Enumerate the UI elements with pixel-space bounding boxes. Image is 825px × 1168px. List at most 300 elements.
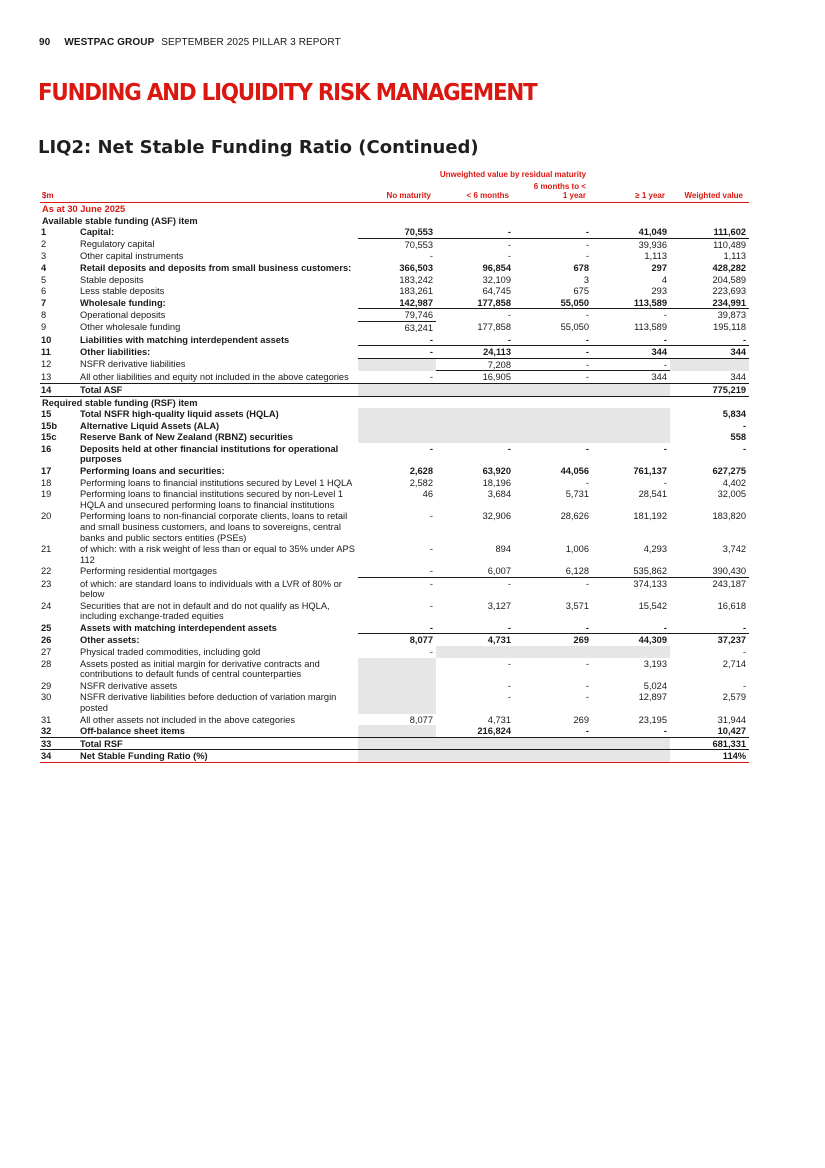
rsf-heading-row (40, 396, 749, 408)
row-number: 15b (41, 420, 58, 431)
row-label: Performing loans and securities: (80, 466, 225, 477)
cell-ge1y: - (663, 310, 667, 321)
row-label: Reserve Bank of New Zealand (RBNZ) securities (80, 432, 293, 443)
row-number: 11 (41, 346, 51, 357)
table-row (40, 262, 749, 274)
cell-6m-1y (514, 383, 592, 396)
cell-ge1y: 28,541 (638, 489, 667, 500)
table-row (40, 634, 749, 646)
row-label: Total ASF (78, 383, 358, 396)
cell-weighted: - (670, 334, 749, 346)
row-number: 25 (41, 622, 52, 633)
cell-no-maturity (358, 750, 436, 763)
cell-6m-1y: - (514, 226, 592, 238)
cell-no-maturity: - (429, 579, 433, 589)
col-header-label: $m (42, 191, 54, 200)
row-number: 28 (41, 658, 52, 669)
cell-lt6m: 32,109 (482, 274, 511, 285)
cell-lt6m: 3,127 (487, 600, 511, 611)
row-label: Other wholesale funding (80, 322, 181, 333)
cell-no-maturity: 70,553 (358, 226, 436, 238)
cell-ge1y: - (592, 358, 670, 371)
cell-weighted: 2,579 (722, 692, 747, 703)
cell-weighted: 111,602 (670, 226, 749, 238)
cell-lt6m (436, 431, 514, 443)
cell-no-maturity: - (429, 443, 433, 454)
row-label: of which: are standard loans to individuals with a LVR of 80% or below (80, 578, 342, 600)
row-label: Capital: (80, 227, 115, 238)
row-number: 26 (41, 634, 52, 645)
table-row (40, 431, 749, 443)
cell-lt6m: - (507, 680, 511, 691)
row-label: Stable deposits (80, 274, 144, 285)
cell-no-maturity (358, 691, 436, 713)
cell-ge1y (592, 383, 670, 396)
cell-weighted: 4,402 (722, 477, 747, 488)
cell-6m-1y: 3,571 (565, 600, 589, 611)
cell-ge1y: - (663, 726, 667, 737)
cell-ge1y: 4 (661, 274, 667, 285)
table-row (40, 578, 749, 600)
table-row (40, 383, 749, 396)
cell-ge1y (592, 431, 670, 443)
cell-lt6m: 7,208 (436, 358, 514, 371)
cell-lt6m: - (507, 251, 511, 262)
cell-weighted: 195,118 (713, 322, 747, 333)
cell-no-maturity: - (429, 251, 433, 262)
cell-6m-1y: - (514, 334, 592, 346)
cell-weighted: 344 (730, 371, 747, 382)
row-number: 5 (41, 274, 47, 285)
cell-ge1y: 1,113 (644, 251, 667, 262)
cell-lt6m: 894 (495, 544, 511, 555)
row-number: 12 (41, 359, 52, 370)
cell-no-maturity: 2,582 (409, 477, 433, 488)
cell-ge1y: 297 (651, 262, 667, 273)
cell-6m-1y (514, 408, 592, 420)
cell-6m-1y: 269 (573, 714, 589, 725)
cell-lt6m: 177,858 (477, 322, 511, 333)
table-row (40, 226, 749, 238)
table-row (40, 725, 749, 737)
table-row (40, 443, 749, 465)
row-label: Alternative Liquid Assets (ALA) (80, 420, 220, 431)
cell-lt6m: - (436, 226, 514, 238)
cell-ge1y: 293 (651, 286, 667, 297)
cell-6m-1y (514, 420, 592, 432)
cell-6m-1y: - (585, 692, 589, 703)
table-row (40, 488, 749, 510)
row-number: 6 (41, 286, 47, 297)
row-number: 32 (41, 726, 52, 737)
row-number: 22 (41, 566, 52, 577)
cell-weighted: 627,275 (712, 466, 747, 477)
cell-no-maturity: - (358, 565, 436, 577)
cell-lt6m: 16,905 (482, 372, 511, 383)
row-label: All other assets not included in the above categories (80, 714, 295, 725)
cell-lt6m: - (507, 239, 511, 250)
row-number: 27 (41, 647, 52, 658)
row-label: Deposits held at other financial institutions for operational purposes (80, 443, 339, 465)
cell-lt6m: 96,854 (482, 262, 511, 273)
cell-no-maturity (358, 408, 436, 420)
row-number: 31 (41, 714, 52, 725)
cell-no-maturity: 63,241 (404, 322, 433, 333)
cell-lt6m: 32,906 (482, 511, 511, 522)
cell-ge1y (592, 737, 670, 750)
cell-6m-1y: 5,731 (565, 489, 589, 500)
table-body (40, 203, 749, 763)
cell-6m-1y: - (514, 346, 592, 359)
cell-6m-1y: - (585, 579, 589, 589)
cell-weighted (670, 358, 749, 371)
row-number: 3 (41, 251, 47, 262)
table-row (40, 250, 749, 262)
cell-lt6m: 3,684 (487, 489, 511, 500)
cell-no-maturity: - (429, 544, 433, 555)
table-row (40, 321, 749, 333)
cell-no-maturity: - (429, 647, 433, 658)
row-label: Regulatory capital (80, 239, 155, 250)
cell-no-maturity (358, 383, 436, 396)
cell-weighted: - (742, 420, 747, 431)
cell-6m-1y: - (585, 251, 589, 262)
cell-lt6m: 6,007 (436, 565, 514, 577)
table-row (40, 371, 749, 384)
cell-weighted: 31,944 (717, 714, 747, 725)
cell-6m-1y: 675 (573, 286, 589, 297)
cell-weighted: 681,331 (670, 737, 749, 750)
cell-no-maturity: 8,077 (409, 635, 433, 646)
cell-ge1y: 3,193 (643, 658, 667, 669)
cell-no-maturity: - (358, 622, 436, 634)
cell-6m-1y: - (514, 622, 592, 634)
cell-ge1y: 23,195 (638, 714, 667, 725)
row-label: Total NSFR high-quality liquid assets (HQLA) (80, 409, 279, 420)
cell-no-maturity: 183,261 (399, 286, 433, 297)
table-row (40, 543, 749, 565)
cell-ge1y: 15,542 (638, 600, 667, 611)
date-row (40, 203, 749, 215)
cell-lt6m: - (507, 692, 511, 703)
row-label: Operational deposits (80, 309, 166, 320)
section-title: FUNDING AND LIQUIDITY RISK MANAGEMENT (38, 80, 537, 106)
row-number: 21 (41, 544, 52, 555)
cell-6m-1y (514, 750, 592, 763)
row-label: Assets with matching interdependent assets (80, 622, 277, 633)
cell-weighted: 428,282 (712, 262, 747, 273)
cell-ge1y (592, 750, 670, 763)
cell-lt6m: 63,920 (482, 466, 511, 477)
row-label: NSFR derivative liabilities (80, 359, 186, 370)
row-label: All other liabilities and equity not included in the above categories (80, 371, 349, 382)
cell-no-maturity (358, 680, 436, 692)
table-row (40, 346, 749, 359)
row-number: 7 (41, 297, 47, 308)
cell-ge1y: - (663, 443, 667, 454)
row-label: Assets posted as initial margin for derivative contracts and contributions to default funds of central counterparties (80, 658, 320, 680)
row-label: NSFR derivative assets (80, 680, 178, 691)
cell-weighted: 5,834 (722, 409, 747, 420)
cell-lt6m: - (507, 310, 511, 321)
cell-ge1y: 535,862 (592, 565, 670, 577)
col-header-6m-1y-line2: 1 year (562, 191, 586, 200)
cell-no-maturity: 46 (422, 489, 433, 500)
row-label: Performing loans to financial institutions secured by non-Level 1 HQLA and unsecured performing loans to financial institutions (80, 489, 344, 510)
cell-no-maturity: 70,553 (404, 239, 433, 250)
page-number: 90 (39, 37, 51, 48)
cell-no-maturity (358, 431, 436, 443)
table-row (40, 565, 749, 577)
cell-weighted: 1,113 (723, 251, 747, 262)
cell-weighted: 110,489 (713, 239, 747, 250)
row-number: 29 (41, 680, 52, 691)
cell-weighted: - (742, 443, 747, 454)
cell-weighted: 16,618 (717, 600, 747, 611)
cell-no-maturity (358, 725, 436, 737)
cell-lt6m: - (507, 658, 511, 669)
cell-weighted: 39,873 (717, 310, 747, 321)
cell-ge1y: 113,589 (592, 297, 670, 309)
cell-no-maturity: - (358, 334, 436, 346)
col-header-ge1y: ≥ 1 year (635, 191, 665, 200)
cell-weighted: 223,693 (712, 286, 747, 297)
cell-ge1y (592, 420, 670, 432)
cell-weighted: 2,714 (722, 658, 747, 669)
cell-weighted: 558 (730, 432, 747, 443)
date-label: As at 30 June 2025 (42, 204, 126, 214)
row-label: of which: with a risk weight of less than or equal to 35% under APS 112 (80, 544, 355, 565)
table-row (40, 714, 749, 726)
cell-6m-1y: - (585, 726, 589, 737)
cell-6m-1y: - (585, 310, 589, 321)
row-number: 1 (41, 227, 47, 238)
row-label: Wholesale funding: (80, 297, 166, 308)
row-label: Performing residential mortgages (80, 566, 217, 577)
cell-no-maturity: - (429, 511, 433, 522)
table-row (40, 510, 749, 543)
table-row (40, 600, 749, 622)
row-label: Other assets: (80, 634, 140, 645)
cell-weighted: 234,991 (670, 297, 749, 309)
nsfr-table-container (40, 168, 747, 763)
group-header: Unweighted value by residual maturity (439, 170, 587, 179)
row-number: 8 (41, 309, 47, 320)
row-number: 16 (41, 443, 52, 454)
cell-6m-1y: - (585, 239, 589, 250)
row-number: 30 (41, 692, 52, 703)
cell-weighted: - (742, 680, 747, 691)
cell-6m-1y: - (514, 358, 592, 371)
row-number: 17 (41, 466, 52, 477)
cell-ge1y: - (592, 622, 670, 634)
cell-no-maturity (358, 420, 436, 432)
cell-ge1y: 44,309 (638, 635, 667, 646)
cell-weighted: 344 (670, 346, 749, 359)
table-row (40, 750, 749, 763)
cell-lt6m: 4,731 (487, 714, 511, 725)
row-label: Other capital instruments (80, 251, 184, 262)
cell-lt6m: - (436, 622, 514, 634)
cell-6m-1y: 678 (573, 262, 589, 273)
cell-6m-1y: 6,128 (514, 565, 592, 577)
cell-weighted: 183,820 (712, 511, 747, 522)
report-name: SEPTEMBER 2025 PILLAR 3 REPORT (161, 37, 341, 48)
cell-no-maturity: 2,628 (409, 466, 433, 477)
cell-6m-1y: - (585, 372, 589, 383)
cell-6m-1y: 28,626 (560, 511, 589, 522)
cell-ge1y: 12,897 (638, 692, 667, 703)
cell-ge1y: 181,192 (633, 511, 667, 522)
cell-no-maturity: 142,987 (358, 297, 436, 309)
table-row (40, 408, 749, 420)
cell-lt6m (436, 420, 514, 432)
row-label: Other liabilities: (80, 346, 151, 357)
cell-weighted: 37,237 (717, 635, 747, 646)
cell-weighted: - (742, 647, 747, 658)
cell-6m-1y (514, 646, 592, 658)
cell-6m-1y: - (585, 477, 589, 488)
row-label: Physical traded commodities, including gold (80, 647, 261, 658)
row-number: 10 (41, 334, 52, 345)
cell-weighted: 390,430 (670, 565, 749, 577)
cell-6m-1y: 269 (573, 635, 589, 646)
cell-ge1y: - (592, 334, 670, 346)
cell-lt6m: - (507, 579, 511, 589)
row-number: 15c (41, 432, 57, 443)
cell-6m-1y: 55,050 (514, 297, 592, 309)
cell-6m-1y: - (585, 680, 589, 691)
cell-lt6m (436, 383, 514, 396)
table-row (40, 737, 749, 750)
row-number: 23 (41, 578, 52, 589)
table-row (40, 658, 749, 680)
cell-lt6m: 177,858 (436, 297, 514, 309)
cell-lt6m (436, 750, 514, 763)
table-row (40, 691, 749, 713)
cell-ge1y: 113,589 (634, 322, 667, 333)
nsfr-table (40, 202, 749, 763)
row-label: Performing loans to financial institutions secured by Level 1 HQLA (80, 477, 353, 488)
row-label: NSFR derivative liabilities before deduction of variation margin posted (80, 692, 337, 714)
cell-weighted: - (670, 622, 749, 634)
asf-heading: Available stable funding (ASF) item (42, 215, 198, 226)
row-number: 2 (41, 239, 47, 250)
rsf-heading: Required stable funding (RSF) item (42, 397, 198, 408)
cell-lt6m: 4,731 (487, 635, 511, 646)
cell-ge1y (592, 408, 670, 420)
cell-no-maturity (358, 358, 436, 371)
cell-lt6m: - (507, 443, 511, 454)
cell-6m-1y: 55,050 (560, 322, 589, 333)
cell-ge1y: 5,024 (643, 680, 667, 691)
cell-weighted: 114% (670, 750, 749, 763)
row-number: 24 (41, 600, 52, 611)
cell-6m-1y (514, 737, 592, 750)
row-number: 13 (41, 371, 52, 382)
table-row (40, 680, 749, 692)
table-row (40, 477, 749, 489)
table-row (40, 238, 749, 250)
cell-ge1y: 39,936 (638, 239, 667, 250)
asf-heading-row (40, 215, 749, 227)
col-header-no-maturity: No maturity (386, 191, 431, 200)
row-number: 20 (41, 511, 52, 522)
table-row (40, 622, 749, 634)
cell-no-maturity: - (429, 371, 433, 382)
cell-ge1y: 374,133 (633, 579, 667, 589)
col-header-weighted: Weighted value (684, 191, 743, 200)
table-row (40, 420, 749, 432)
row-label: Securities that are not in default and do not qualify as HQLA, including exchange-traded equities (80, 600, 330, 622)
cell-lt6m: - (436, 334, 514, 346)
col-header-6m-1y (514, 182, 586, 200)
cell-weighted: 243,187 (712, 579, 747, 589)
cell-no-maturity: 366,503 (399, 262, 433, 273)
row-label: Off-balance sheet items (80, 726, 185, 737)
table-row (40, 285, 749, 297)
table-header (40, 168, 747, 202)
cell-6m-1y: 44,056 (560, 466, 589, 477)
cell-no-maturity (358, 658, 436, 680)
table-row (40, 646, 749, 658)
running-header (39, 37, 341, 48)
report-group: WESTPAC GROUP (64, 37, 155, 48)
cell-lt6m (436, 737, 514, 750)
row-number: 33 (40, 737, 78, 750)
cell-lt6m: 24,113 (436, 346, 514, 359)
cell-no-maturity (358, 737, 436, 750)
cell-ge1y: 4,293 (643, 544, 667, 555)
row-number: 18 (41, 477, 52, 488)
table-row (40, 297, 749, 309)
cell-no-maturity: - (429, 600, 433, 611)
row-label: Retail deposits and deposits from small business customers: (80, 262, 352, 273)
cell-lt6m: 18,196 (482, 477, 511, 488)
row-number: 15 (41, 409, 52, 420)
row-number: 4 (41, 262, 47, 273)
cell-ge1y (592, 646, 670, 658)
cell-ge1y: 761,137 (633, 466, 667, 477)
row-number: 14 (40, 383, 78, 396)
cell-weighted: 3,742 (722, 544, 747, 555)
cell-weighted: 32,005 (717, 489, 747, 500)
row-number: 19 (41, 489, 52, 500)
row-number: 9 (41, 322, 47, 333)
cell-6m-1y (514, 431, 592, 443)
cell-6m-1y: 1,006 (565, 544, 589, 555)
cell-lt6m (436, 408, 514, 420)
cell-weighted: 10,427 (717, 726, 747, 737)
cell-ge1y: - (663, 477, 667, 488)
row-number: 34 (40, 750, 78, 763)
row-label: Total RSF (78, 737, 358, 750)
table-row (40, 274, 749, 286)
cell-lt6m (436, 646, 514, 658)
cell-weighted: 204,589 (712, 274, 747, 285)
cell-no-maturity: 183,242 (399, 274, 433, 285)
cell-lt6m: 64,745 (482, 286, 511, 297)
cell-6m-1y: - (585, 658, 589, 669)
cell-weighted: 775,219 (670, 383, 749, 396)
row-label: Performing loans to non-financial corporate clients, loans to retail and small business customers, and loans to sovereigns, central banks and public sectors entities (PSEs) (80, 511, 348, 543)
cell-no-maturity: 79,746 (358, 309, 436, 322)
table-row (40, 358, 749, 371)
table-row (40, 465, 749, 477)
cell-no-maturity: 8,077 (409, 714, 433, 725)
row-label: Liabilities with matching interdependent assets (80, 334, 290, 345)
cell-lt6m: 216,824 (477, 726, 511, 737)
